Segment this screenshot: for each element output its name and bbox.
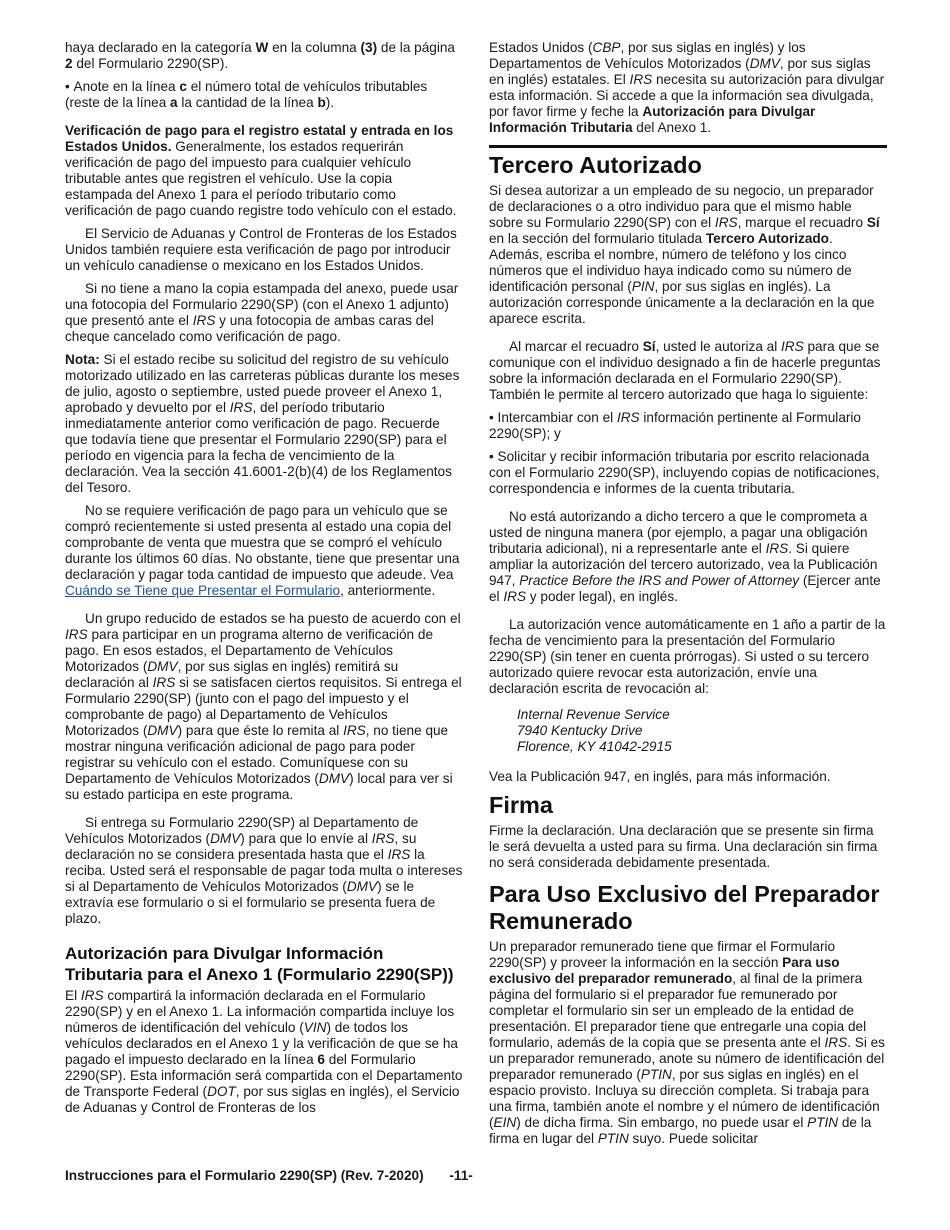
address-line: Florence, KY 41042-2915 — [517, 739, 672, 754]
page-footer — [65, 1168, 473, 1183]
paragraph — [489, 509, 887, 605]
text-run: en la sección del formulario titulada — [489, 231, 706, 246]
italic-text: IRS — [765, 541, 789, 556]
bold-text: a — [170, 95, 178, 110]
text-run: Vea la Publicación 947, en inglés, para más información. — [489, 769, 831, 784]
cross-reference-link[interactable]: Cuándo se Tiene que Presentar el Formulario — [65, 583, 341, 598]
paragraph — [489, 617, 887, 697]
italic-text: IRS — [824, 1035, 848, 1050]
text-run: del Anexo 1. — [632, 120, 712, 135]
bold-text: Sí — [642, 339, 656, 354]
bold-text: Verificación de pago para el registro estatal y entrada en los Estados Unidos. — [65, 123, 454, 154]
text-run: . Si quiere ampliar la autorización del tercero autorizado, vea la Publicación 947, — [489, 541, 878, 588]
text-run: ) para que éste lo remita al — [177, 723, 344, 738]
text-run: Si desea autorizar a un empleado de su negocio, un preparador de declaraciones o a otro individuo para que el mismo hable sobre su Formulario 2290(SP) con el — [489, 183, 874, 230]
text-run: compartirá la información declarada en el Formulario 2290(SP) y en el Anexo 1. La información compartida incluye los números de identificación del vehículo ( — [65, 988, 455, 1035]
text-run: del Formulario 2290(SP). Esta información será compartida con el Departamento de Transporte Federal ( — [65, 1052, 463, 1099]
text-run: y poder legal), en inglés. — [526, 589, 678, 604]
text-run: El Servicio de Aduanas y Control de Fronteras de los Estados Unidos también requiere esta verificación de pago por introducir un vehículo canadiense o mexicano en los Estados Unidos. — [65, 226, 457, 273]
text-run: Si entrega su Formulario 2290(SP) al Departamento de Vehículos Motorizados ( — [65, 815, 419, 846]
text-run: , anteriormente. — [340, 583, 436, 598]
text-run: y una fotocopia de ambas caras del cheque cancelado como verificación de pago. — [65, 313, 434, 344]
italic-text: IRS — [229, 400, 253, 415]
italic-text: IRS — [714, 215, 738, 230]
italic-text: PTIN — [807, 1115, 839, 1130]
bold-text: c — [179, 79, 187, 94]
paragraph — [489, 40, 887, 136]
italic-text: VIN — [303, 1020, 327, 1035]
text-run: si se satisfacen ciertos requisitos. Si entrega el Formulario 2290(SP) (junto con el pago del impuesto y el comprobante de pago) al Departamento de Vehículos Motorizados ( — [65, 675, 462, 738]
text-run: necesita su autorización para divulgar esta información. Si accede a que la información sea divulgada, por favor firme y feche la — [489, 72, 885, 119]
text-run: . Además, escriba el nombre, número de teléfono y los cinco números que el individuo haya indicado como su número de identificación personal ( — [489, 231, 852, 294]
text-run: Intercambiar con el — [497, 410, 617, 425]
bold-text: (3) — [360, 40, 378, 55]
text-run: , por sus siglas en inglés). La autorización corresponde únicamente a la declaración en la que aparece escrita. — [489, 279, 875, 326]
italic-text: PIN — [631, 279, 655, 294]
text-run: para que se comunique con el individuo designado a fin de hacerle preguntas sobre la información declarada en el Formulario 2290(SP). También le permite al tercero autorizado que haga lo siguiente: — [489, 339, 881, 402]
text-run: ) de dicha firma. Sin embargo, no puede usar el — [516, 1115, 808, 1130]
section-heading-preparador: Para Uso Exclusivo del Preparador Remunerado — [489, 881, 880, 934]
text-run: Un grupo reducido de estados se ha puesto de acuerdo con el — [85, 611, 461, 626]
paragraph — [65, 40, 463, 72]
text-run: . Si es un preparador remunerado, anote su número de identificación del preparador remunerado ( — [489, 1035, 885, 1082]
italic-text: IRS — [343, 723, 366, 738]
italic-text: IRS — [65, 627, 88, 642]
italic-text: IRS — [80, 988, 104, 1003]
text-run: Si el estado recibe su solicitud del registro de su vehículo motorizado utilizado en las carreteras públicas durante los meses de julio, agosto o septiembre, usted puede proveer el Anexo 1, aprobado y devuelto por el — [65, 352, 460, 415]
paragraph — [65, 611, 463, 803]
italic-text: EIN — [493, 1115, 517, 1130]
text-run: ) local para ver si su estado participa en este programa. — [65, 771, 453, 802]
text-run: del Formulario 2290(SP). — [72, 56, 229, 71]
text-run: la reciba. Usted será el responsable de pagar toda multa o intereses si al Departamento de Vehículos Motorizados ( — [65, 847, 463, 894]
bullet-item — [489, 410, 887, 442]
bullet-item — [489, 449, 887, 497]
text-run: Un preparador remunerado tiene que firmar el Formulario 2290(SP) y proveer la información en la sección — [489, 939, 836, 970]
bold-text: Tercero Autorizado — [705, 231, 829, 246]
bold-text: Nota: — [65, 352, 100, 367]
italic-text: IRS — [371, 831, 395, 846]
note-paragraph — [65, 352, 463, 496]
text-run: ) se le extravía ese formulario o si el formulario se presenta fuera de plazo. — [65, 879, 436, 926]
text-run: , por sus siglas en inglés), el Servicio de Aduanas y Control de Fronteras de los — [65, 1084, 460, 1115]
text-run: Anote en la línea — [73, 79, 180, 94]
text-run: , por sus siglas en inglés) en el espacio provisto. Incluya su dirección completa. Si trabaja para una firma, también anote el nombre y el número de identificación ( — [489, 1067, 880, 1130]
text-run: (Ejercer ante el — [489, 573, 881, 604]
italic-text: DMV — [318, 771, 350, 786]
italic-text: DMV — [147, 659, 178, 674]
italic-text: IRS — [152, 675, 176, 690]
text-run: No se requiere verificación de pago para un vehículo que se compró recientemente si usted presenta al estado una copia del comprobante de venta que muestra que se compró el vehículo durante los últimos 60 días. No obstante, tiene que presentar una declaración y pagar toda cantidad de impuesto que adeude. Vea — [65, 503, 460, 582]
paragraph — [65, 503, 463, 599]
text-run: ). — [325, 95, 335, 110]
text-run: , al final de la primera página del formulario si el preparador fue remunerado por completar el formulario sin ser un empleado de la entidad de presentación. El preparador tiene que entregarle una copia del formulario, además de la copia que se presenta ante el — [489, 971, 867, 1050]
italic-text: IRS — [192, 313, 216, 328]
text-run: la cantidad de la línea — [177, 95, 318, 110]
italic-text: IRS — [616, 410, 640, 425]
italic-text: DMV — [210, 831, 241, 846]
bold-text: W — [255, 40, 269, 55]
italic-text: DMV — [749, 56, 780, 71]
paragraph — [65, 226, 463, 274]
bold-text: 6 — [317, 1052, 325, 1067]
text-run: en la columna — [268, 40, 361, 55]
italic-text: IRS — [781, 339, 804, 354]
section-heading-tercero: Tercero Autorizado — [489, 152, 702, 178]
paragraph — [489, 183, 887, 327]
italic-text: DMV — [147, 723, 178, 738]
italic-text: PTIN — [640, 1067, 672, 1082]
italic-text: PTIN — [597, 1131, 629, 1146]
text-run: , del período tributario inmediatamente anterior como verificación de pago. Recuerde que todavía tiene que presentar el Formulario 2290(SP) para el período en vigencia para la fecha de vencimiento de la declaración. Vea la sección 41.6001-2(b)(4) de los Reglamentos del Tesoro. — [65, 400, 452, 495]
paragraph — [65, 281, 463, 345]
left-column — [65, 40, 463, 1123]
paragraph — [65, 988, 463, 1116]
paragraph — [65, 815, 463, 927]
paragraph — [489, 939, 887, 1147]
italic-text: IRS — [503, 589, 527, 604]
paragraph — [489, 339, 887, 403]
text-run: ) de todos los vehículos declarados en el Anexo 1 y la verificación de que se ha pagado el impuesto declarado en la línea — [65, 1020, 458, 1067]
text-run: El — [65, 988, 81, 1003]
text-run: , marque el recuadro — [737, 215, 867, 230]
text-run: Si no tiene a mano la copia estampada del anexo, puede usar una fotocopia del Formulario 2290(SP) (con el Anexo 1 adjunto) que presentó ante el — [65, 281, 459, 328]
text-run: , usted le autoriza al — [655, 339, 782, 354]
text-run: La autorización vence automáticamente en 1 año a partir de la fecha de vencimiento para la presentación del Formulario 2290(SP) (sin tener en cuenta prórrogas). Si usted o su tercero autorizado quiere revocar esta autorización, envíe una declaración escrita de revocación al: — [489, 617, 886, 696]
paragraph — [489, 769, 887, 785]
text-run: Estados Unidos ( — [489, 40, 593, 55]
text-run: , por sus siglas en inglés) remitirá su declaración al — [65, 659, 399, 690]
paragraph — [65, 123, 463, 219]
italic-text: IRS — [387, 847, 411, 862]
text-run: información pertinente al Formulario 2290(SP); y — [489, 410, 861, 441]
address-line: Internal Revenue Service — [517, 707, 670, 722]
text-run: , por sus siglas en inglés) estatales. El — [489, 56, 871, 87]
bold-text: Autorización para Divulgar Información Tributaria — [489, 104, 816, 135]
text-run: ) para que lo envíe al — [240, 831, 372, 846]
italic-text: DMV — [346, 879, 378, 894]
text-run: Generalmente, los estados requerirán verificación de pago del impuesto para cualquier vehículo tributable antes que registren el vehículo. Use la copia estampada del Anexo 1 para el período tributario como verificación de pago cuando registre todo vehículo con el estado. — [65, 139, 457, 218]
italic-text: IRS — [629, 72, 653, 87]
text-run: para participar en un programa alterno de verificación de pago. En esos estados, el Departamento de Vehículos Motorizados ( — [65, 627, 433, 674]
paragraph — [489, 823, 887, 871]
text-run: , su declaración no se considera presentada hasta que el — [65, 831, 417, 862]
text-run: el número total de vehículos tributables (reste de la línea — [65, 79, 428, 110]
footer-title: Instrucciones para el Formulario 2290(SP) (Rev. 7-2020) — [65, 1168, 424, 1183]
bold-text: 2 — [65, 56, 73, 71]
address-line: 7940 Kentucky Drive — [517, 723, 643, 738]
mailing-address — [517, 707, 887, 755]
italic-text: CBP — [592, 40, 621, 55]
text-run: Al marcar el recuadro — [509, 339, 643, 354]
text-run: de la página — [377, 40, 455, 55]
bullet-item — [65, 79, 463, 111]
text-run: No está autorizando a dicho tercero a que le comprometa a usted de ninguna manera (por ejemplo, a pagar una obligación tributaria adicional), ni a representarle ante el — [489, 509, 868, 556]
page-number: -11- — [449, 1168, 473, 1183]
right-column — [489, 40, 887, 1154]
text-run: Firme la declaración. Una declaración que se presente sin firma le será devuelta a usted para su firma. Una declaración sin firma no será considerada debidamente presentada. — [489, 823, 878, 870]
text-run: , por sus siglas en inglés) y los Departamentos de Vehículos Motorizados ( — [489, 40, 806, 71]
bold-text: Sí — [866, 215, 880, 230]
section-divider — [489, 145, 887, 148]
text-run: suyo. Puede solicitar — [628, 1131, 758, 1146]
section-heading-firma: Firma — [489, 792, 553, 818]
text-run: de la firma en lugar del — [489, 1115, 872, 1146]
italic-text: DOT — [207, 1084, 236, 1099]
bold-text: b — [317, 95, 326, 110]
italic-text: Practice Before the IRS and Power of Attorney — [519, 573, 800, 588]
text-run: Solicitar y recibir información tributaria por escrito relacionada con el Formulario 2290(SP), incluyendo copias de notificaciones, correspondencia e informes de la cuenta tributaria. — [489, 449, 880, 496]
section-subheading: Autorización para Divulgar Información Tributaria para el Anexo 1 (Formulario 2290(SP)) — [65, 944, 454, 984]
text-run: , no tiene que mostrar ninguna verificación adicional de pago para poder registrar su vehículo con el estado. Comuníquese con su Departamento de Vehículos Motorizados ( — [65, 723, 449, 786]
bold-text: Para uso exclusivo del preparador remunerado — [489, 955, 840, 986]
text-run: haya declarado en la categoría — [65, 40, 256, 55]
